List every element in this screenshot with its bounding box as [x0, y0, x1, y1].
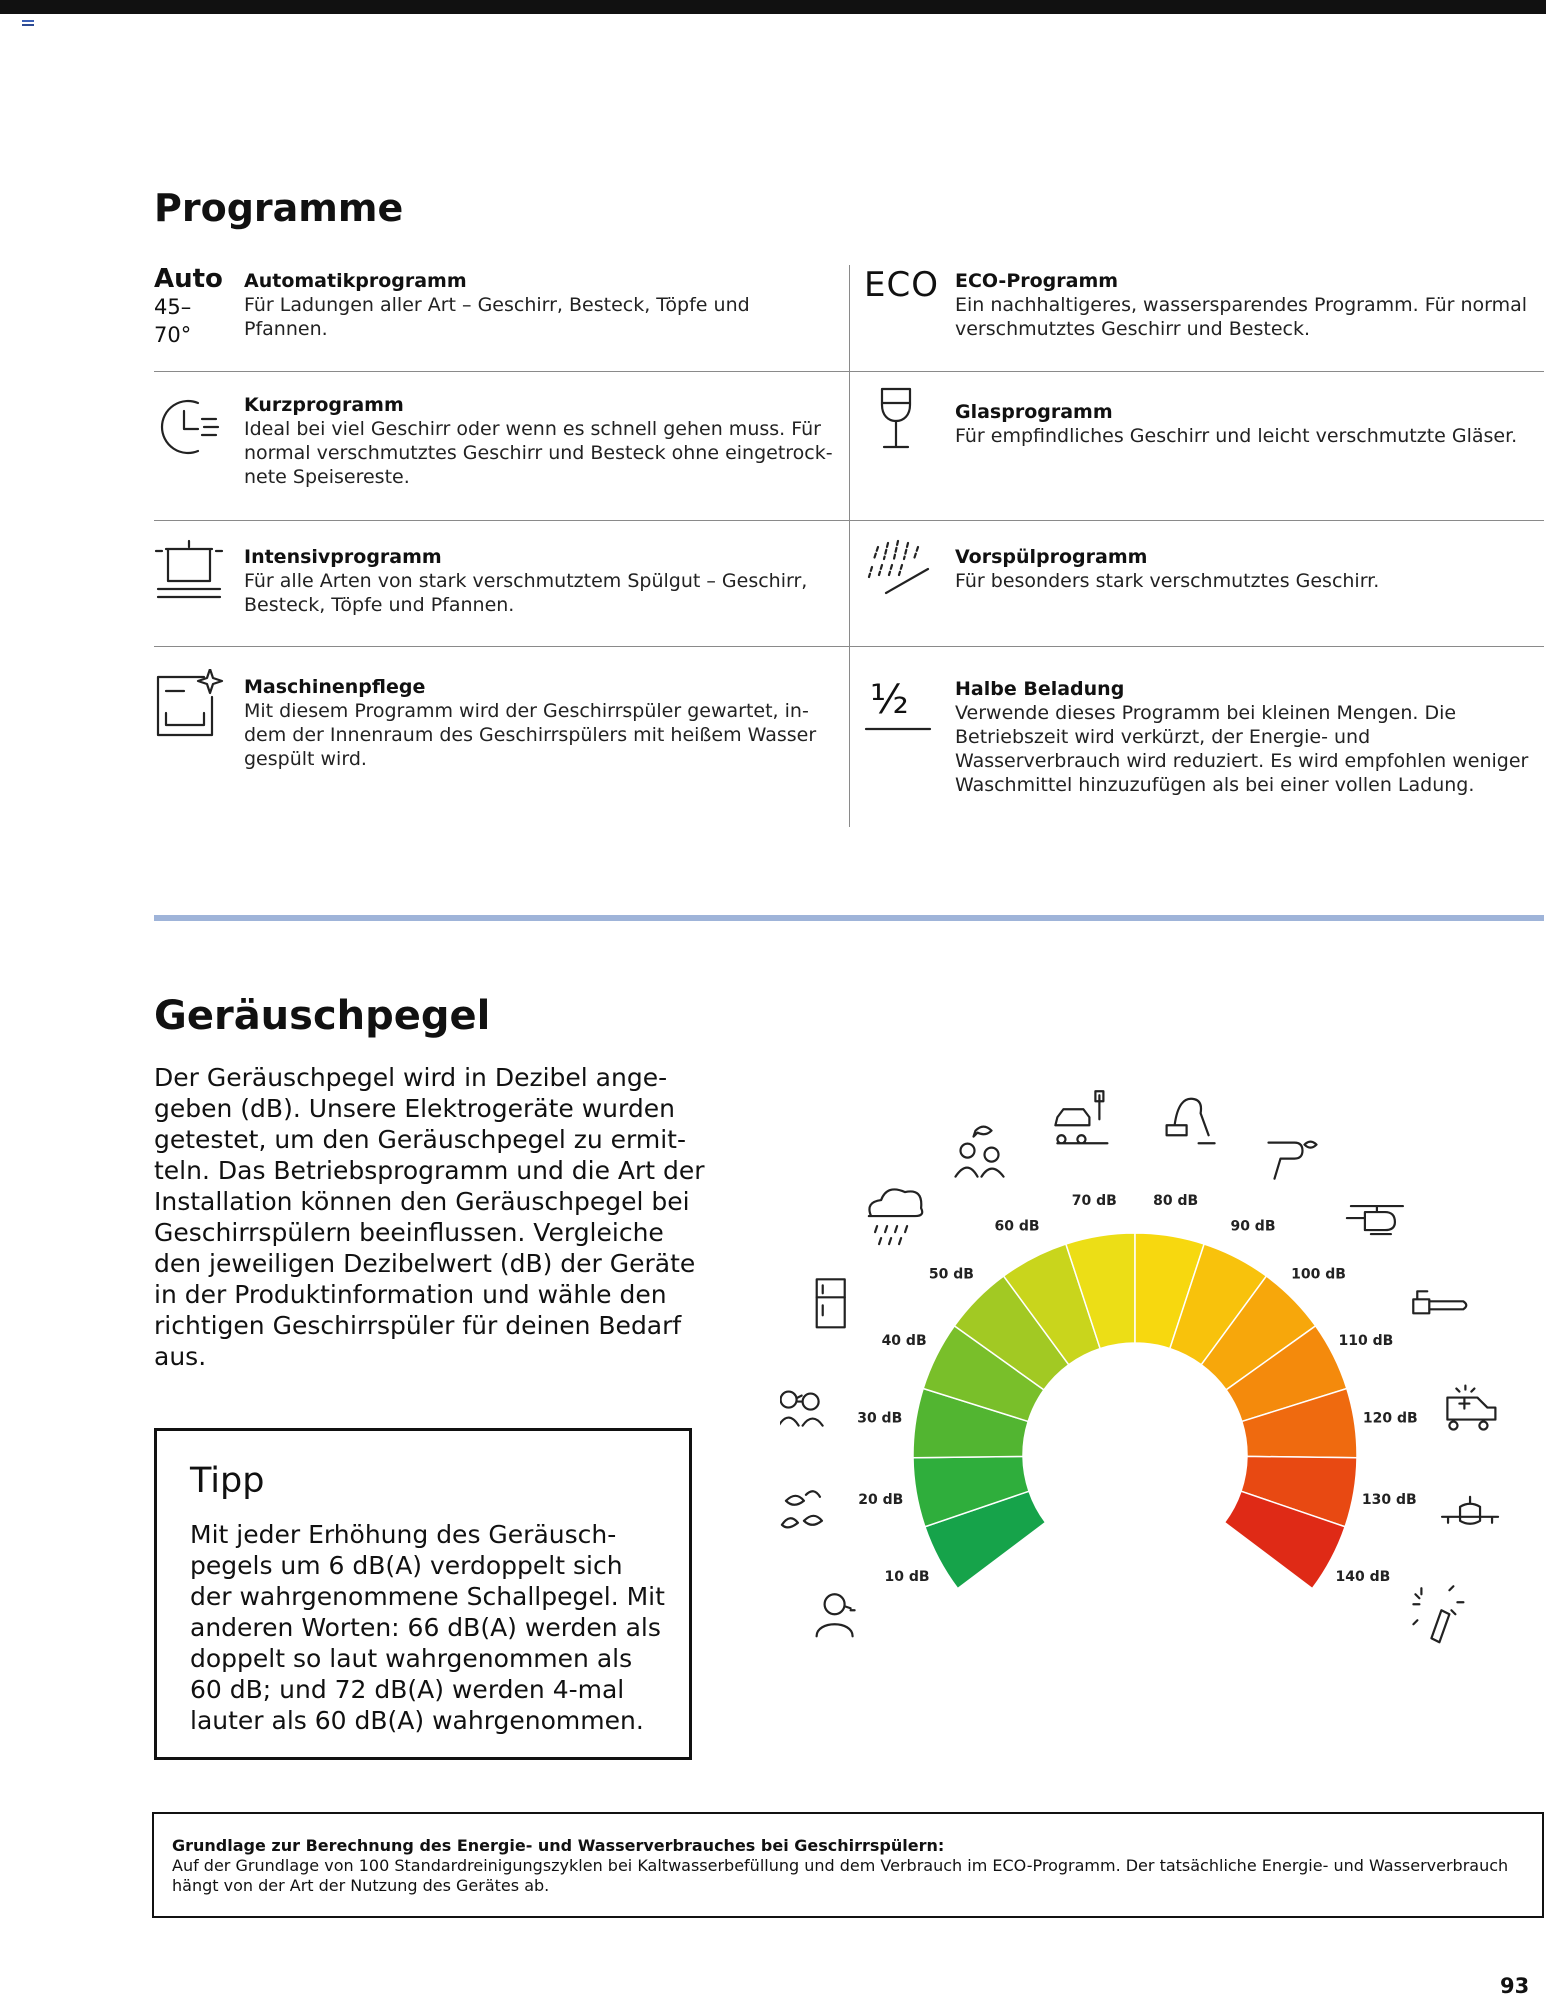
half-load-icon: [864, 669, 934, 739]
ambulance-icon: [1447, 1386, 1495, 1430]
db-label: 60 dB: [994, 1218, 1040, 1235]
wine-glass-icon: [864, 385, 934, 455]
programme-desc: Mit diesem Programm wird der Geschirrspüler gewartet, indem der Innenraum des Geschirrspülers mit heißem Wasser gespült wird.: [244, 700, 817, 770]
whispering-people-icon: [780, 1392, 823, 1426]
db-label: 110 dB: [1338, 1332, 1394, 1349]
db-label: 120 dB: [1362, 1410, 1418, 1427]
db-label: 20 dB: [858, 1491, 904, 1508]
programme-desc: Ein nachhaltigeres, wassersparendes Programm. Für normal verschmutztes Geschirr und Besteck.: [955, 294, 1528, 340]
db-label: 90 dB: [1230, 1218, 1276, 1235]
programme-title: Programme: [154, 186, 404, 230]
programme-name: Intensivprogramm: [244, 546, 442, 568]
section-divider: [154, 915, 1544, 921]
fridge-icon: [817, 1279, 845, 1327]
programme-name: Halbe Beladung: [955, 678, 1125, 700]
programme-name: Kurzprogramm: [244, 394, 404, 416]
db-label: 80 dB: [1153, 1193, 1199, 1210]
db-label: 40 dB: [881, 1332, 927, 1349]
programme-name: Automatikprogramm: [244, 270, 467, 292]
pot-icon: [154, 535, 224, 605]
programme-desc: Für besonders stark verschmutztes Geschirr.: [955, 570, 1380, 592]
tip-box: [154, 1428, 692, 1760]
db-label: 140 dB: [1335, 1568, 1391, 1585]
top-bar: [0, 0, 1546, 14]
consumption-note: [152, 1812, 1544, 1918]
column-divider: [849, 265, 850, 827]
fireworks-icon: [1413, 1586, 1463, 1642]
db-label: 130 dB: [1361, 1491, 1417, 1508]
db-label: 70 dB: [1071, 1193, 1117, 1210]
programme-name: ECO-Programm: [955, 270, 1119, 292]
db-label: 30 dB: [857, 1410, 903, 1427]
airplane-icon: [1442, 1497, 1498, 1524]
eco-icon: ECO: [864, 265, 939, 305]
programme-desc: Für empfindliches Geschirr und leicht verschmutzte Gläser.: [955, 425, 1518, 447]
page-number: 93: [1500, 1974, 1530, 1998]
clock-icon: [154, 393, 224, 463]
tip-title: Tipp: [190, 1461, 265, 1501]
programme-desc: Für alle Arten von stark verschmutztem Spülgut – Geschirr, Besteck, Töpfe und Pfannen.: [244, 570, 808, 616]
helicopter-icon: [1347, 1206, 1403, 1234]
menu-icon[interactable]: [22, 20, 34, 28]
programme-desc: Für Ladungen aller Art – Geschirr, Besteck, Töpfe und Pfannen.: [244, 294, 750, 340]
traffic-icon: [1055, 1091, 1107, 1143]
programme-name: Glasprogramm: [955, 401, 1113, 423]
chainsaw-icon: [1413, 1291, 1466, 1313]
whisper-person-icon: [817, 1594, 855, 1636]
decibel-gauge: [780, 1080, 1540, 1760]
programme-desc: Ideal bei viel Geschirr oder wenn es schnell gehen muss. Für normal verschmutztes Geschirr und Besteck ohne eingetrocknete Speisereste.: [244, 418, 833, 488]
db-label: 50 dB: [928, 1266, 974, 1283]
programme-desc: Verwende dieses Programm bei kleinen Mengen. Die Betriebszeit wird verkürzt, der Energie- und Wasserverbrauch wird reduziert. Es wird empfohlen weniger Waschmittel hinzuzufügen als bei einer vollen Ladung.: [955, 702, 1529, 796]
db-label: 10 dB: [884, 1568, 930, 1585]
machine-care-icon: [154, 669, 224, 739]
vacuum-cleaner-icon: [1167, 1099, 1215, 1143]
tip-text: Mit jeder Erhöhung des Geräuschpegels um 6 dB(A) verdoppelt sich der wahrgenommene Schallpegel. Mit anderen Worten: 66 dB(A) werden als doppelt so laut wahrgenommen als 60 dB; und 72 dB(A) werden 4-mal lauter als 60 dB(A) wahrgenommen.: [190, 1520, 665, 1735]
note-text: Auf der Grundlage von 100 Standardreinigungszyklen bei Kaltwasserbefüllung und dem Verbrauch im ECO-Programm. Der tatsächliche Energie- und Wasserverbrauch hängt von der Art der Nutzung des Gerätes ab.: [172, 1856, 1509, 1895]
note-title: Grundlage zur Berechnung des Energie- und Wasserverbrauches bei Geschirrspülern:: [172, 1836, 945, 1855]
rinse-shower-icon: [864, 533, 934, 603]
programme-grid: [154, 265, 1544, 827]
auto-45-70-icon: Auto 45–70°: [154, 264, 223, 347]
programme-name: Vorspülprogramm: [955, 546, 1148, 568]
rustling-leaves-icon: [782, 1491, 822, 1527]
conversation-icon: [956, 1127, 1004, 1177]
db-label: 100 dB: [1291, 1266, 1346, 1283]
hair-dryer-icon: [1268, 1142, 1316, 1179]
svg-text:½: ½: [870, 677, 909, 723]
noise-intro: Der Geräuschpegel wird in Dezibel angegeben (dB). Unsere Elektrogeräte wurden getestet, um den Geräuschpegel zu ermitteln. Das Betriebsprogramm und die Art der Installation können den Geräuschpegel bei Geschirrspülern beeinflussen. Vergleiche den jeweiligen Dezibelwert (dB) der Geräte in der Produktinformation und wähle den richtigen Geschirrspüler für deinen Bedarf aus.: [154, 1063, 705, 1371]
programme-name: Maschinenpflege: [244, 676, 426, 698]
rain-cloud-icon: [869, 1189, 922, 1244]
noise-title: Geräuschpegel: [154, 993, 491, 1039]
